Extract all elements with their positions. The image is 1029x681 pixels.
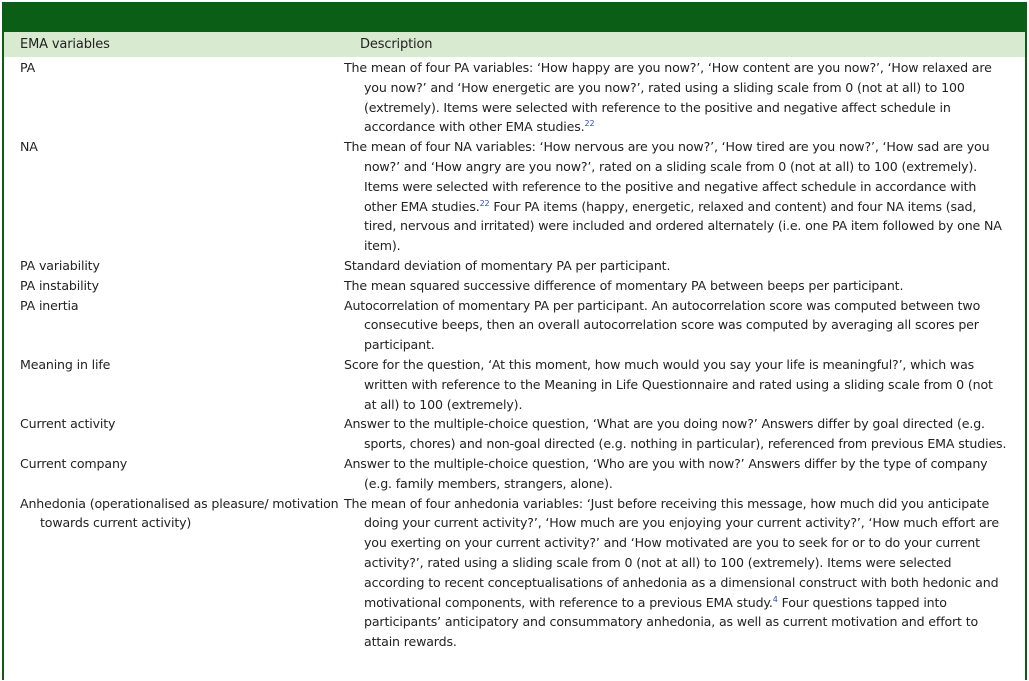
description-cell: Autocorrelation of momentary PA per participant. An autocorrelation score was computed between two consecutive beeps, then an overall autocorrelation score was computed by averaging all scores per participant.	[344, 297, 981, 353]
table-row	[4, 276, 1025, 296]
header-description: Description	[360, 37, 433, 52]
table-header-row	[4, 32, 1025, 57]
variable-cell: PA inertia	[20, 297, 79, 313]
table-row	[4, 494, 1025, 652]
variable-cell: Current activity	[20, 416, 116, 432]
description-cell: Score for the question, ‘At this moment, how much would you say your life is meaningful?’, which was written with reference to the Meaning in Life Questionnaire and rated using a sliding scale from 0 (not at all) to 100 (extremely).	[344, 356, 993, 412]
reference-link[interactable]: 22	[479, 198, 490, 208]
description-cell: Answer to the multiple-choice question, ‘What are you doing now?’ Answers differ by goal directed (e.g. sports, chores) and non-goal directed (e.g. nothing in particular), referenced from previous EMA studies.	[344, 416, 1007, 452]
reference-link[interactable]: 4	[772, 594, 778, 604]
variable-cell: PA variability	[20, 257, 100, 273]
table-row	[4, 256, 1025, 276]
table-row	[4, 57, 1025, 137]
description-cell: The mean of four PA variables: ‘How happy are you now?’, ‘How content are you now?’, ‘How relaxed are you now?’ and ‘How energetic are you now?’, rated using a sliding scale from 0 (not at all) to 100 (extremely). Items were selected with reference to the positive and negative affect schedule in accordance with other EMA studies.$^{22}$	[344, 60, 992, 135]
table-title-bar	[4, 2, 1025, 32]
ema-variables-table	[4, 32, 1025, 652]
description-cell: Standard deviation of momentary PA per participant.	[344, 257, 671, 273]
variable-cell: NA	[20, 139, 38, 155]
reference-link[interactable]: 22	[584, 119, 595, 129]
table-row	[4, 137, 1025, 256]
variable-cell: Current company	[20, 455, 128, 471]
description-cell: The mean of four NA variables: ‘How nervous are you now?’, ‘How tired are you now?’, ‘How sad are you now?’ and ‘How angry are you now?’, rated on a sliding scale from 0 (not at all) to 100 (extremely). Items were selected with reference to the positive and negative affect schedule in accordance with other EMA studies.$^{22}$ Four PA items (happy, energetic, relaxed and content) and four NA items (sad, tired, nervous and irritated) were included and ordered alternately (i.e. one PA item followed by one NA item).	[344, 139, 1002, 254]
description-cell: Answer to the multiple-choice question, ‘Who are you with now?’ Answers differ by the type of company (e.g. family members, strangers, alone).	[344, 455, 988, 491]
variable-cell: PA	[20, 60, 36, 75]
table-row	[4, 355, 1025, 414]
variable-cell: Anhedonia (operationalised as pleasure/ motivation towards current activity)	[20, 495, 339, 531]
variable-cell: PA instability	[20, 277, 99, 293]
header-ema-variables: EMA variables	[20, 37, 110, 52]
table-row	[4, 454, 1025, 494]
table-frame	[2, 2, 1027, 680]
variable-cell: Meaning in life	[20, 356, 111, 372]
description-cell: The mean squared successive difference of momentary PA between beeps per participant.	[344, 277, 904, 293]
table-row	[4, 296, 1025, 355]
description-cell: The mean of four anhedonia variables: ‘Just before receiving this message, how much did you anticipate doing your current activity?’, ‘How much are you enjoying your current activity?’, ‘How much effort are you exerting on your current activity?’ and ‘How motivated are you to seek for or to do your current activity?’, rated using a sliding scale from 0 (not at all) to 100 (extremely). Items were selected according to recent conceptualisations of anhedonia as a dimensional construct with both hedonic and motivational components, with reference to a previous EMA study.$^4$ Four questions tapped into participants’ anticipatory and consummatory anhedonia, as well as current motivation and effort to attain rewards.	[344, 495, 999, 650]
table-row	[4, 414, 1025, 454]
